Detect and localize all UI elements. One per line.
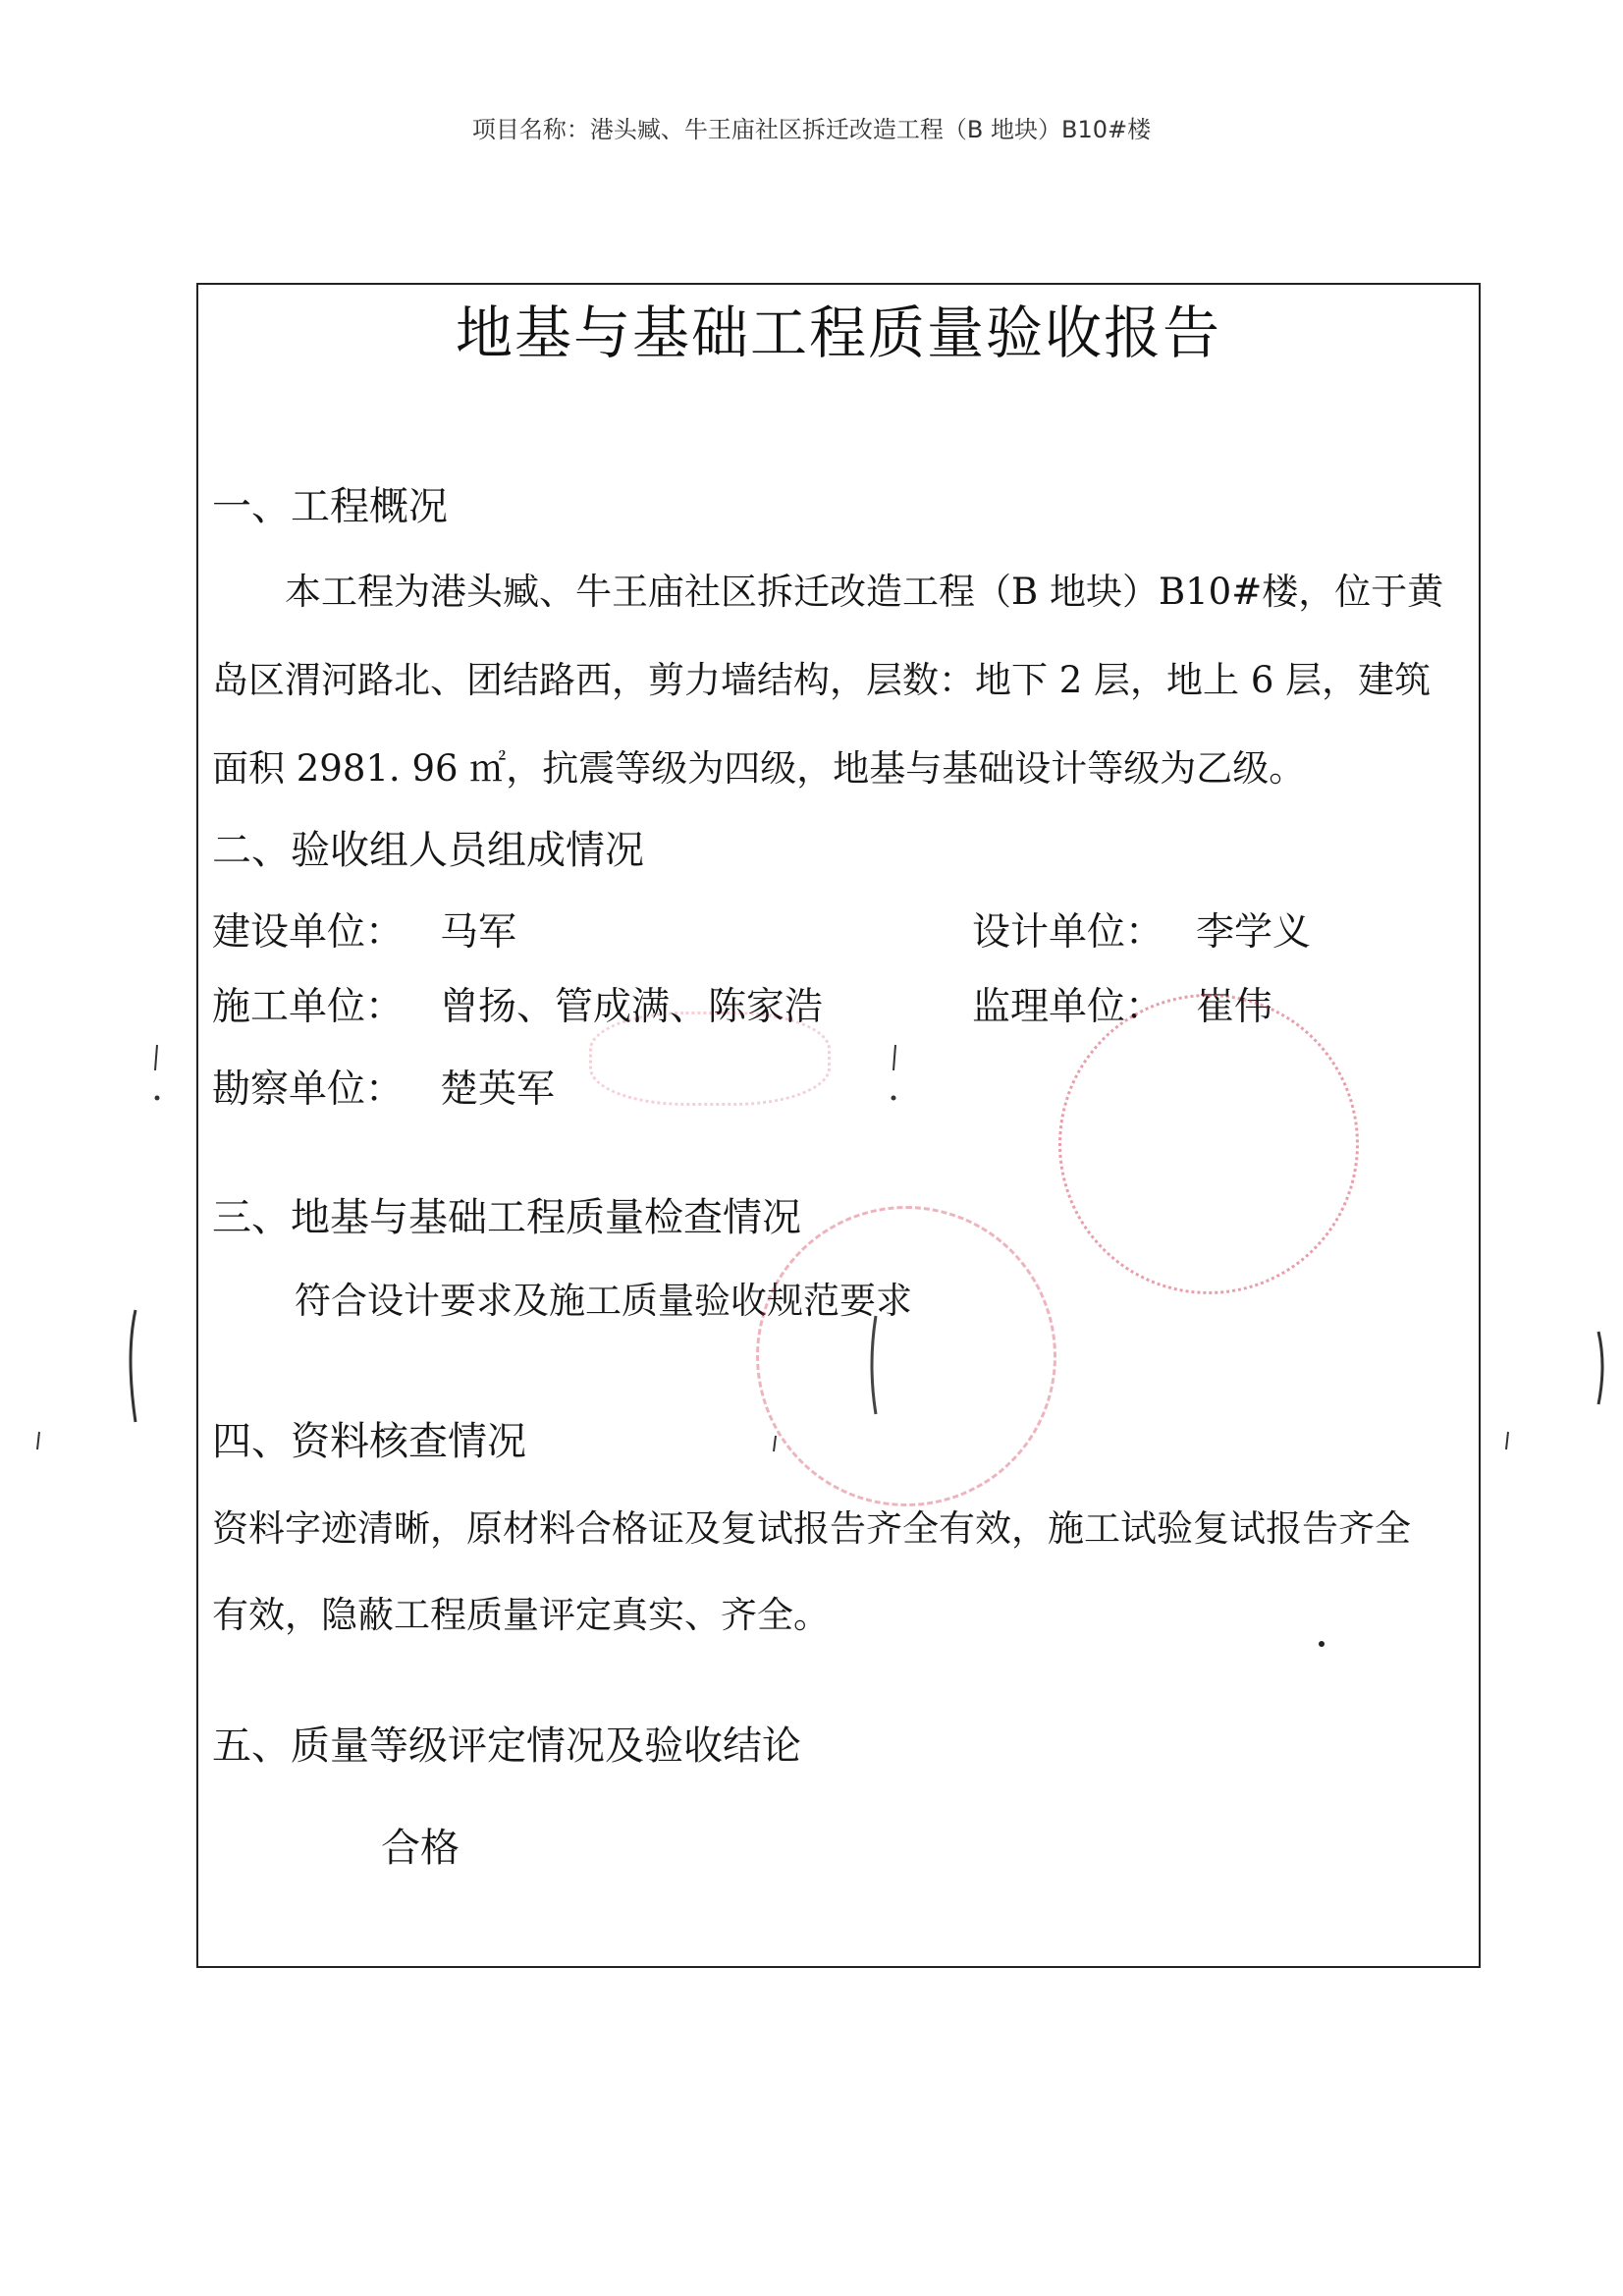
document-title: 地基与基础工程质量验收报告 <box>455 300 1221 366</box>
design-unit-value: 李学义 <box>1196 910 1312 955</box>
records-line-1: 资料字迹清晰，原材料合格证及复试报告齐全有效，施工试验复试报告齐全 <box>212 1507 1411 1550</box>
overview-line-3: 面积 2981. 96 ㎡，抗震等级为四级，地基与基础设计等级为乙级。 <box>212 747 1306 790</box>
left-tick-mark <box>155 1045 157 1070</box>
section-2-heading: 二、验收组人员组成情况 <box>212 828 644 873</box>
left-binding-mark <box>131 1310 135 1422</box>
survey-unit-label: 勘察单位： <box>212 1067 405 1112</box>
middle-tick-mark <box>893 1045 895 1070</box>
section-4-heading: 四、资料核查情况 <box>212 1419 526 1464</box>
builder-unit-value: 曾扬、管成满、陈家浩 <box>440 985 824 1029</box>
overview-line-2: 岛区渭河路北、团结路西，剪力墙结构，层数：地下 2 层，地上 6 层，建筑 <box>212 659 1432 701</box>
center-binding-mark <box>872 1316 876 1414</box>
construction-unit-value: 马军 <box>440 910 517 955</box>
survey-unit-value: 楚英军 <box>440 1067 556 1112</box>
records-line-2: 有效，隐蔽工程质量评定真实、齐全。 <box>212 1594 830 1636</box>
supervision-unit-label: 监理单位： <box>972 985 1164 1029</box>
center-edge-mark <box>774 1436 776 1451</box>
section-3-heading: 三、地基与基础工程质量检查情况 <box>212 1195 801 1240</box>
right-binding-mark <box>1598 1332 1602 1404</box>
design-unit-label: 设计单位： <box>972 910 1164 955</box>
supervision-unit-value: 崔伟 <box>1196 985 1273 1029</box>
middle-dot-mark <box>892 1096 896 1101</box>
scan-dot <box>1319 1641 1325 1647</box>
builder-unit-label: 施工单位： <box>212 985 405 1029</box>
right-edge-mark <box>1506 1432 1508 1449</box>
acceptance-conclusion: 合格 <box>381 1826 460 1871</box>
construction-unit-label: 建设单位： <box>212 910 405 955</box>
inspection-result-text: 符合设计要求及施工质量验收规范要求 <box>295 1280 912 1322</box>
overview-line-1: 本工程为港头臧、牛王庙社区拆迁改造工程（B 地块）B10#楼，位于黄 <box>285 571 1444 613</box>
left-dot-mark <box>155 1096 160 1101</box>
section-1-heading: 一、工程概况 <box>212 484 448 529</box>
section-5-heading: 五、质量等级评定情况及验收结论 <box>212 1723 801 1769</box>
left-edge-mark <box>37 1432 39 1449</box>
project-name-header: 项目名称：港头臧、牛王庙社区拆迁改造工程（B 地块）B10#楼 <box>471 116 1152 143</box>
